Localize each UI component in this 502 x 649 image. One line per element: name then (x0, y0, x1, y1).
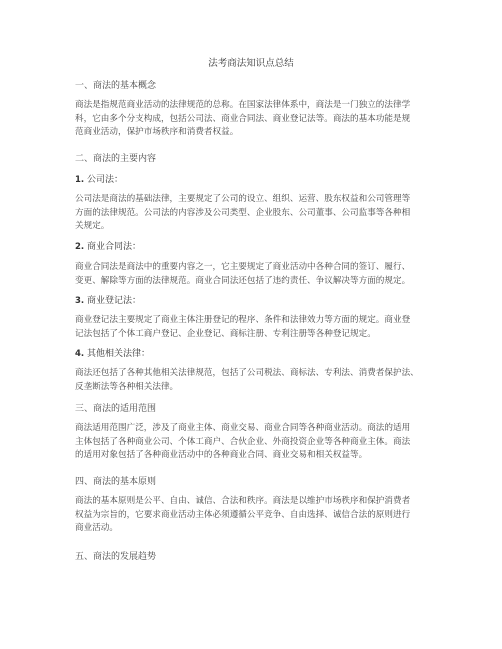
subheading-other-laws (75, 348, 150, 360)
subheading-company-law (75, 174, 123, 186)
subheading-number: 4. (75, 349, 85, 359)
paragraph-line: 商业活动。 (75, 523, 118, 534)
paragraph-line: 范商业活动，保护市场秩序和消费者权益。 (75, 127, 239, 138)
paragraph-line: 的适用对象包括了各种商业活动中的各种商业合同、商业交易和相关权益等。 (75, 450, 368, 461)
paragraph-principles (75, 495, 435, 536)
paragraph-other-laws (75, 367, 435, 394)
section-heading-basic-concept: 一、商法的基本概念 (75, 81, 157, 91)
subheading-registration-law (75, 295, 141, 307)
paragraph-line: 关规定。 (75, 221, 110, 232)
document-title: 法考商法知识点总结 (208, 58, 294, 69)
paragraph-line: 商法的基本原则是公平、自由、诚信、合法和秩序。商法是以维护市场秩序和保护消费者 (75, 496, 411, 506)
section-heading-main-content: 二、商法的主要内容 (75, 154, 157, 164)
paragraph-line: 科，它由多个分支构成，包括公司法、商业合同法、商业登记法等。商法的基本功能是规 (75, 113, 411, 124)
subheading-label: 商业登记法： (84, 296, 142, 306)
paragraph-scope (75, 422, 435, 463)
subheading-contract-law (75, 241, 141, 253)
paragraph-line: 商法是指规范商业活动的法律规范的总称。在国家法律体系中，商法是一门独立的法律学 (75, 100, 411, 110)
subheading-label: 公司法： (84, 175, 124, 185)
paragraph-basic-concept (75, 99, 435, 140)
paragraph-line: 记法包括了个体工商户登记、企业登记、商标注册、专利注册等各种登记规定。 (75, 328, 376, 339)
paragraph-line: 商法还包括了各种其他相关法律规范，包括了公司税法、商标法、专利法、消费者保护法、 (75, 368, 419, 378)
subheading-label: 其他相关法律： (84, 349, 151, 359)
paragraph-line: 变更、解除等方面的法律规范。商业合同法还包括了违约责任、争议解决等方面的规定。 (75, 275, 411, 286)
paragraph-line: 商业登记法主要规定了商业主体注册登记的程序、条件和法律效力等方面的规定。商业登 (75, 315, 411, 325)
paragraph-line: 公司法是商法的基础法律，主要规定了公司的设立、组织、运营、股东权益和公司管理等 (75, 194, 411, 204)
paragraph-line: 方面的法律规范。公司法的内容涉及公司类型、企业股东、公司董事、公司监事等各种相 (75, 207, 411, 218)
paragraph-contract-law (75, 261, 435, 288)
paragraph-line: 主体包括了各种商业公司、个体工商户、合伙企业、外商投资企业等各种商业主体。商法 (75, 436, 411, 447)
paragraph-registration-law (75, 314, 435, 341)
paragraph-line: 反垄断法等各种相关法律。 (75, 381, 179, 392)
subheading-number: 3. (75, 296, 85, 306)
section-heading-trends: 五、商法的发展趋势 (75, 552, 157, 562)
subheading-label: 商业合同法： (84, 242, 142, 252)
subheading-number: 1. (75, 175, 85, 185)
paragraph-company-law (75, 193, 435, 234)
subheading-number: 2. (75, 242, 85, 252)
paragraph-line: 商业合同法是商法中的重要内容之一，它主要规定了商业活动中各种合同的签订、履行、 (75, 262, 411, 272)
paragraph-line: 商法适用范围广泛，涉及了商业主体、商业交易、商业合同等各种商业活动。商法的适用 (75, 423, 411, 433)
paragraph-line: 权益为宗旨的，它要求商业活动主体必须遵循公平竞争、自由选择、诚信合法的原则进行 (75, 509, 411, 520)
section-heading-scope: 三、商法的适用范围 (75, 404, 157, 414)
section-heading-principles: 四、商法的基本原则 (75, 477, 157, 487)
